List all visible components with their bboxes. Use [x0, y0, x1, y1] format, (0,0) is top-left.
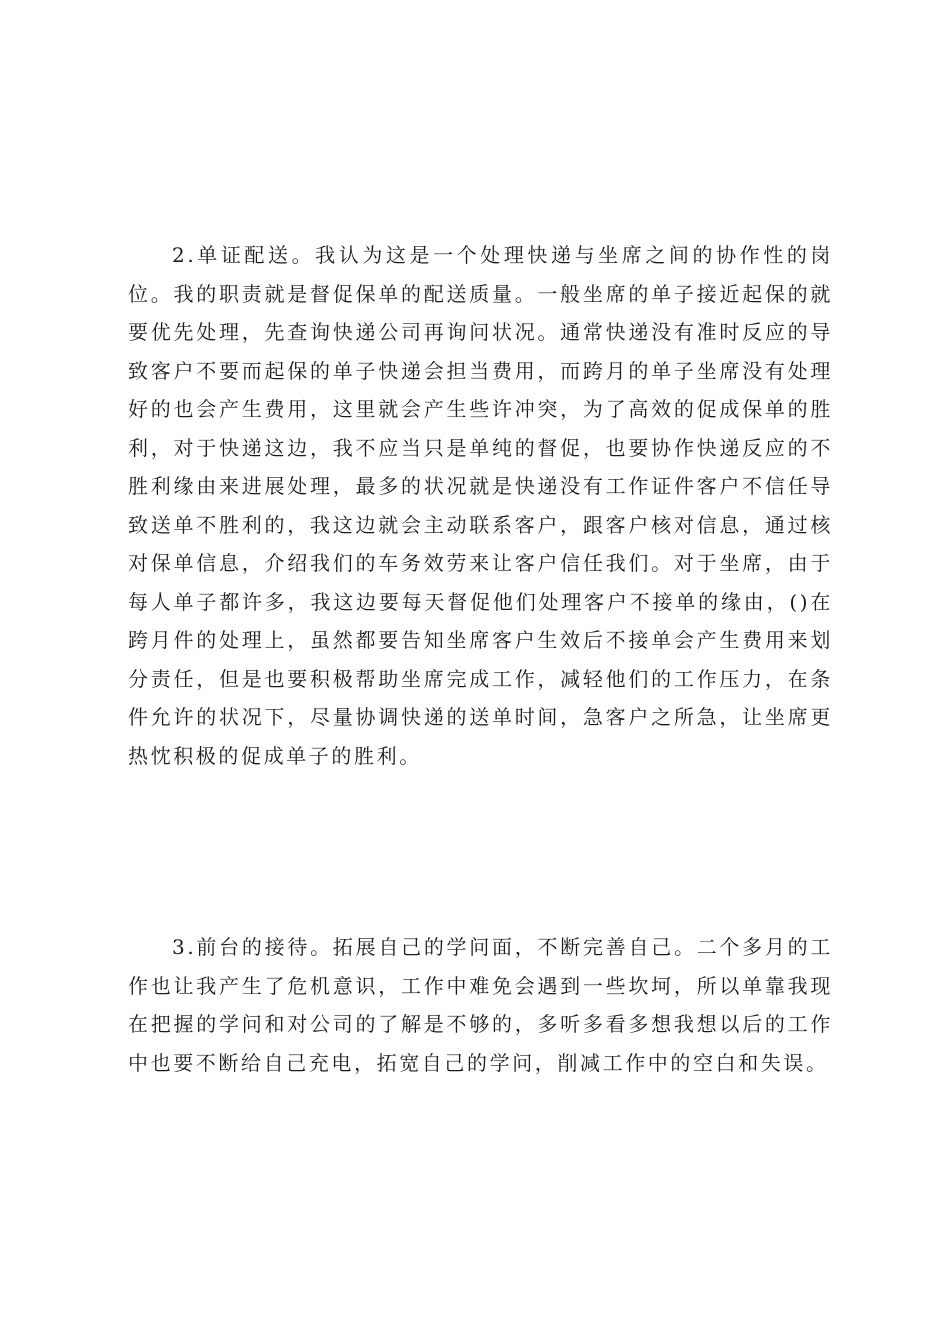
- paragraph-front-desk-reception: 3.前台的接待。拓展自己的学问面，不断完善自己。二个多月的工作也让我产生了危机意识，工作中难免会遇到一些坎坷，所以单靠我现在把握的学问和对公司的了解是不够的，多听多看多想我想以后的工作中也要不断给自己充电，拓宽自己的学问，削减工作中的空白和失误。: [128, 935, 833, 1075]
- paragraph-document-delivery: 2.单证配送。我认为这是一个处理快递与坐席之间的协作性的岗位。我的职责就是督促保单的配送质量。一般坐席的单子接近起保的就要优先处理，先查询快递公司再询问状况。通常快递没有准时反应的导致客户不要而起保的单子快递会担当费用，而跨月的单子坐席没有处理好的也会产生费用，这里就会产生些许冲突，为了高效的促成保单的胜利，对于快递这边，我不应当只是单纯的督促，也要协作快递反应的不胜利缘由来进展处理，最多的状况就是快递没有工作证件客户不信任导致送单不胜利的，我这边就会主动联系客户，跟客户核对信息，通过核对保单信息，介绍我们的车务效劳来让客户信任我们。对于坐席，由于每人单子都许多，我这边要每天督促他们处理客户不接单的缘由，()在跨月件的处理上，虽然都要告知坐席客户生效后不接单会产生费用来划分责任，但是也要积极帮助坐席完成工作，减轻他们的工作压力，在条件允许的状况下，尽量协调快递的送单时间，急客户之所急，让坐席更热忱积极的促成单子的胜利。: [128, 243, 833, 768]
